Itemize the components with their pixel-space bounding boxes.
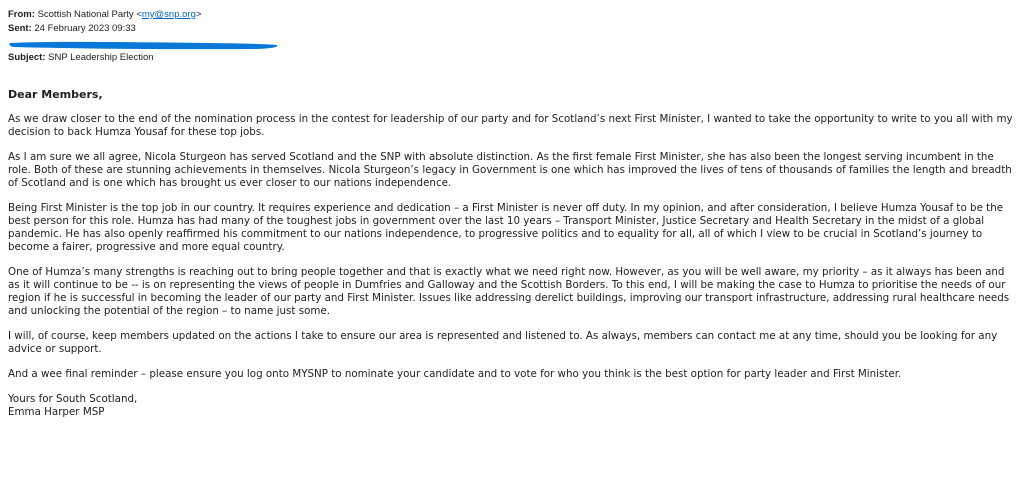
signoff-signature: Emma Harper MSP [8, 406, 105, 418]
email-header [8, 8, 1008, 65]
body-paragraph: One of Humza’s many strengths is reaching out to bring people together and that is exactly what we need right now. However, as you will be well aware, my priority – as it always has been and as it will continue to be -- is on representing the views of people in Dumfries and Galloway and the Scottish Borders. To this end, I will be making the case to Humza to prioritise the needs of our region if he is successful in becoming the leader of our party and First Minister. Issues like addressing derelict buildings, improving our transport infrastructure, addressing rural healthcare needs and unlocking the potential of the region – to name just some. [8, 266, 1010, 317]
subject-text: SNP Leadership Election [48, 52, 154, 63]
from-label: From: [8, 9, 35, 20]
body-paragraph: I will, of course, keep members updated on the actions I take to ensure our area is represented and listened to. As always, members can contact me at any time, should you be looking for any advice or support. [8, 330, 998, 355]
sent-row [8, 22, 1008, 36]
sender-email-link[interactable]: my@snp.org [141, 9, 196, 20]
email-body [8, 88, 1018, 419]
sender-address-open: < [136, 9, 142, 20]
subject-row [8, 51, 1008, 65]
body-paragraph: And a wee final reminder – please ensure you log onto MYSNP to nominate your candidate and to vote for who you think is the best option for party leader and First Minister. [8, 368, 902, 380]
signoff-closing: Yours for South Scotland, [8, 393, 138, 405]
sender-name: Scottish National Party [37, 9, 134, 20]
sent-label: Sent: [8, 22, 32, 34]
sender-address-close: > [195, 9, 202, 20]
sent-date: 24 February 2023 09:33 [34, 22, 136, 34]
redaction-scribble [9, 38, 281, 52]
from-row [8, 8, 1008, 22]
body-paragraph: As we draw closer to the end of the nomination process in the contest for leadership of our party and for Scotland’s next First Minister, I wanted to take the opportunity to write to you all with my decision to back Humza Yousaf for these top jobs. [8, 113, 1013, 138]
subject-label: Subject: [8, 52, 46, 63]
greeting: Dear Members, [8, 88, 103, 101]
body-paragraph: As I am sure we all agree, Nicola Sturgeon has served Scotland and the SNP with absolute distinction. As the first female First Minister, she has also been the longest serving incumbent in the role. Both of these are stunning achievements in themselves. Nicola Sturgeon’s legacy in Government is one which has improved the lives of tens of thousands of families the length and breadth of Scotland and is one which has brought us ever closer to our nations independence. [8, 151, 1012, 189]
body-paragraph: Being First Minister is the top job in our country. It requires experience and dedication – a First Minister is never off duty. In my opinion, and after consideration, I believe Humza Yousaf to be the best person for this role. Humza has had many of the toughest jobs in government over the last 10 years – Transport Minister, Justice Secretary and Health Secretary in the midst of a global pandemic. He has also openly reaffirmed his commitment to our nations independence, to progressive politics and to equality for all, all of which I view to be crucial in Scotland’s journey to become a fairer, progressive and more equal country. [8, 202, 1004, 253]
